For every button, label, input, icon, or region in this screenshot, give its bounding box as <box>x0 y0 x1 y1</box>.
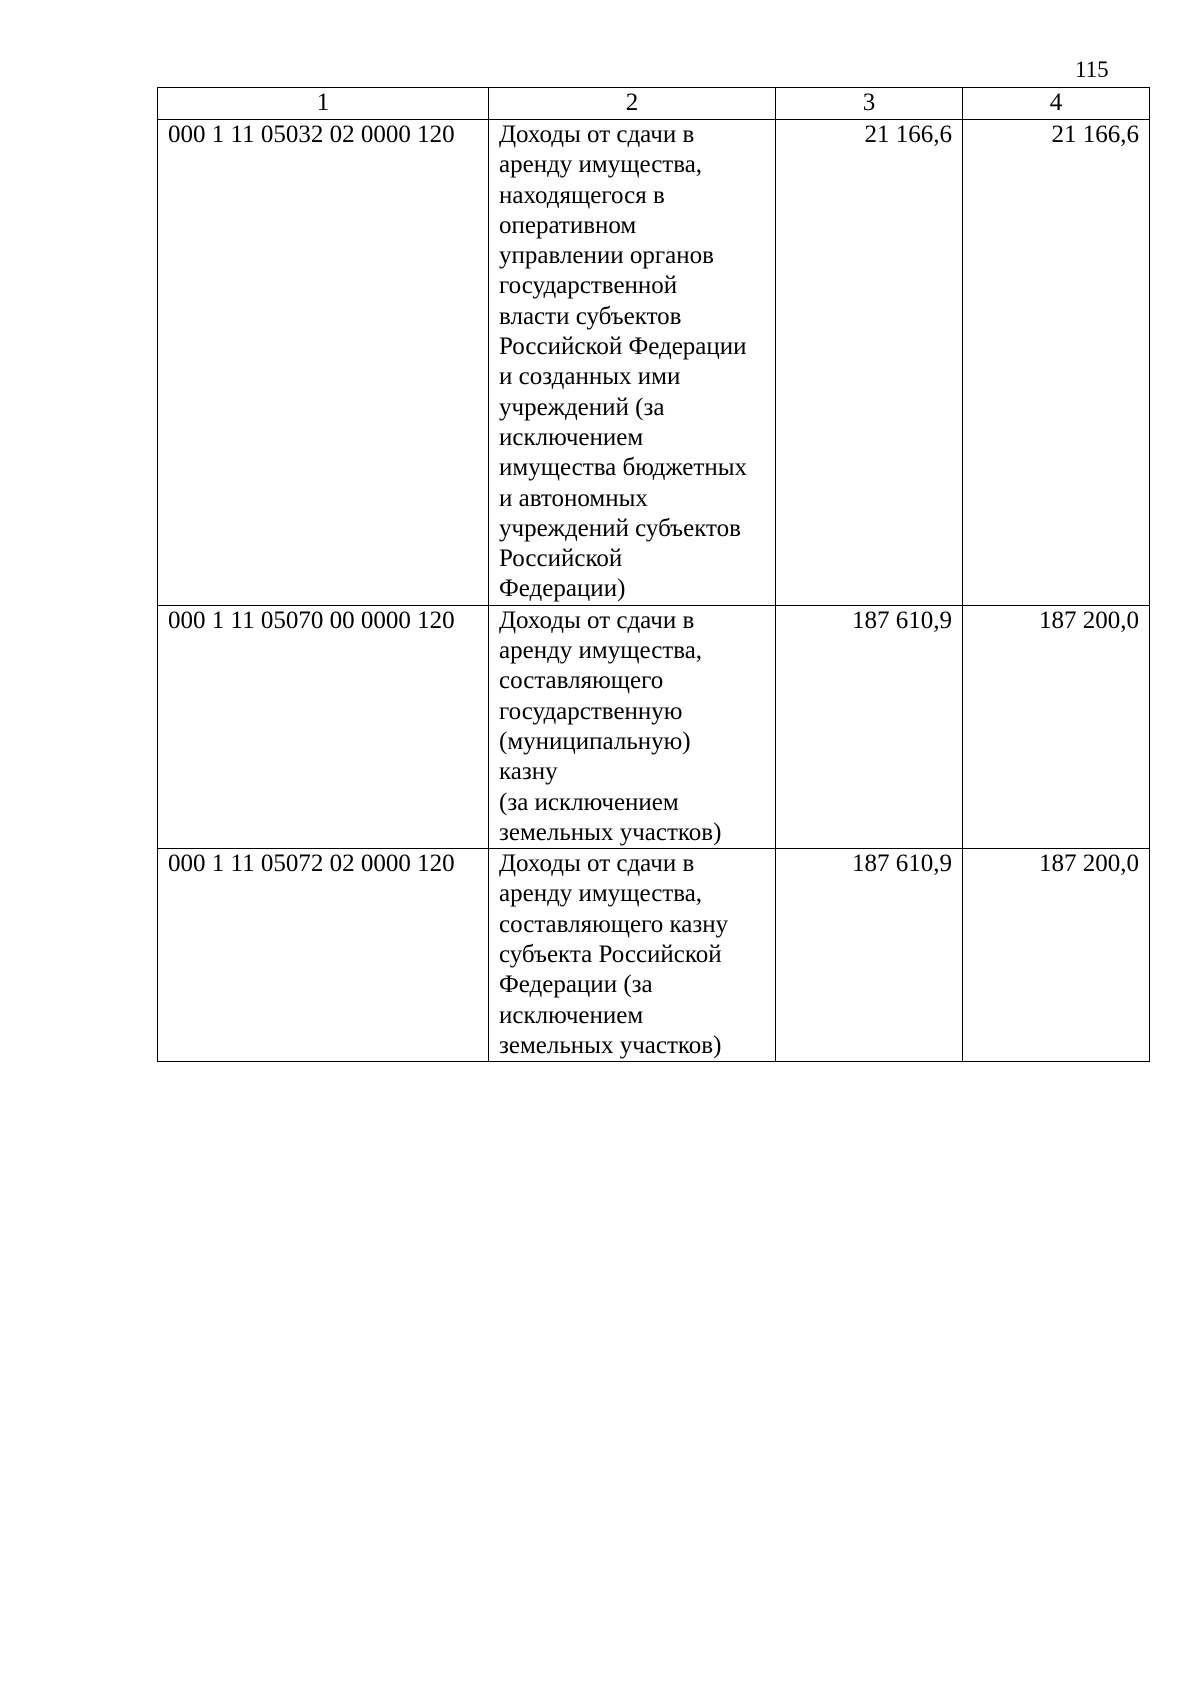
description-line: исключением <box>499 1001 644 1029</box>
description-line: аренду имущества, <box>499 880 703 908</box>
description-line: государственной <box>499 272 678 300</box>
description-line: Федерации (за <box>499 971 653 999</box>
amount-col3-cell: 21 166,6 <box>776 120 963 606</box>
description-line: управлении органов <box>499 242 714 270</box>
column-header-4: 4 <box>963 88 1150 120</box>
description-line: учреждений (за <box>499 393 665 421</box>
description-line: Доходы от сдачи в <box>499 850 695 878</box>
amount-col4-cell: 21 166,6 <box>963 120 1150 606</box>
column-header-3: 3 <box>776 88 963 120</box>
description-line: имущества бюджетных <box>499 454 747 482</box>
description-line: земельных участков) <box>499 1031 722 1059</box>
description-cell <box>489 849 776 1062</box>
description-line: учреждений субъектов <box>499 514 741 542</box>
description-cell <box>489 120 776 606</box>
description-line: оперативном <box>499 211 637 239</box>
budget-code-cell: 000 1 11 05072 02 0000 120 <box>158 849 489 1062</box>
amount-col4-cell: 187 200,0 <box>963 605 1150 848</box>
description-cell <box>489 605 776 848</box>
amount-col3-cell: 187 610,9 <box>776 605 963 848</box>
description-line: Доходы от сдачи в <box>499 121 695 148</box>
table-header-row <box>158 88 1150 120</box>
description-line: государственную <box>499 697 683 725</box>
description-line: находящегося в <box>499 181 665 209</box>
description-line: земельных участков) <box>499 818 722 846</box>
description-line: составляющего казну <box>499 910 729 938</box>
description-line: исключением <box>499 423 644 451</box>
table-row <box>158 605 1150 848</box>
column-header-1: 1 <box>158 88 489 120</box>
table-body <box>158 120 1150 1062</box>
budget-code-cell: 000 1 11 05032 02 0000 120 <box>158 120 489 606</box>
description-line: составляющего <box>499 667 664 695</box>
table-row <box>158 120 1150 606</box>
budget-code-cell: 000 1 11 05070 00 0000 120 <box>158 605 489 848</box>
revenue-table <box>157 87 1150 1062</box>
description-line: аренду имущества, <box>499 151 703 179</box>
page-number: 115 <box>1075 57 1109 82</box>
description-line: аренду имущества, <box>499 637 703 665</box>
description-line: казну <box>499 758 558 786</box>
description-line: и автономных <box>499 484 648 512</box>
description-line: Федерации) <box>499 575 626 603</box>
description-line: Российской Федерации <box>499 333 747 361</box>
column-header-2: 2 <box>489 88 776 120</box>
description-line: субъекта Российской <box>499 941 722 969</box>
description-line: власти субъектов <box>499 302 682 330</box>
amount-col3-cell: 187 610,9 <box>776 849 963 1062</box>
description-line: Российской <box>499 545 623 573</box>
amount-col4-cell: 187 200,0 <box>963 849 1150 1062</box>
description-line: (муниципальную) <box>499 727 691 755</box>
description-line: и созданных ими <box>499 363 681 391</box>
description-line: (за исключением <box>499 788 679 816</box>
table-row <box>158 849 1150 1062</box>
description-line: Доходы от сдачи в <box>499 606 695 634</box>
